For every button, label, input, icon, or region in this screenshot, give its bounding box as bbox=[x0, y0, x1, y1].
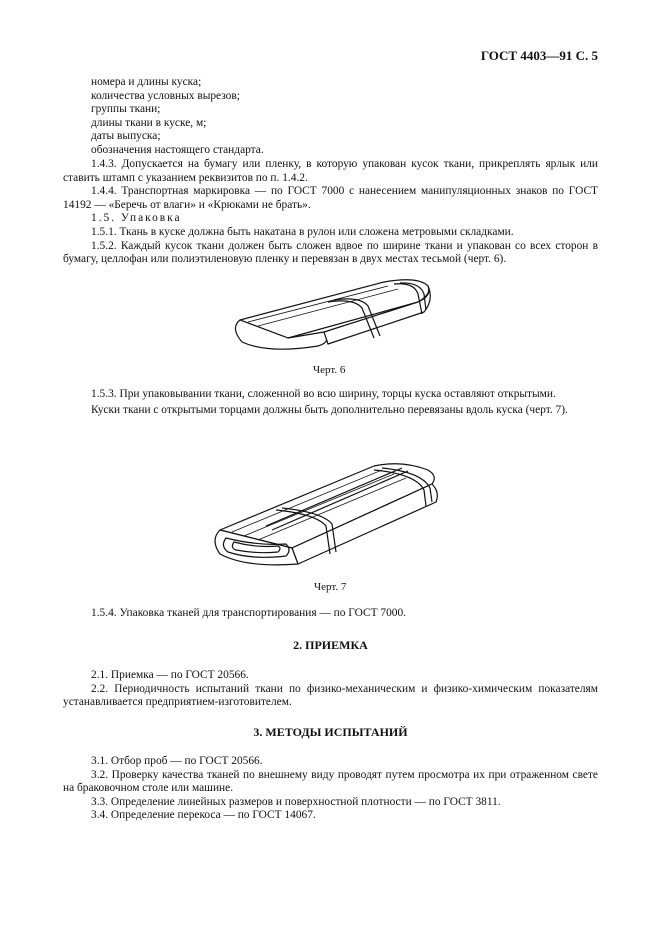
clause-1-4-3: 1.4.3. Допускается на бумагу или пленку, в которую упакован кусок ткани, прикреплять ярлык или ставить штамп с указанием реквизитов по п. 1.4.2. bbox=[63, 158, 598, 184]
figure-7-open-ended-fabric-piece bbox=[206, 460, 452, 572]
section-2-body bbox=[63, 669, 598, 710]
figure-6-wrapped-fabric-piece bbox=[228, 272, 434, 354]
clause-1-5-3-block bbox=[63, 388, 598, 417]
clause-1-5-1: 1.5.1. Ткань в куске должна быть накатана в рулон или сложена метровыми складками. bbox=[91, 225, 514, 238]
section-2-heading: 2. ПРИЕМКА bbox=[293, 638, 368, 652]
clause-1-5-4: 1.5.4. Упаковка тканей для транспортирования — по ГОСТ 7000. bbox=[91, 607, 406, 619]
clause-3-1: 3.1. Отбор проб — по ГОСТ 20566. bbox=[91, 755, 263, 767]
section-3-body bbox=[63, 755, 598, 823]
clause-1-5-heading: 1.5. Упаковка bbox=[91, 212, 182, 225]
clause-2-1: 2.1. Приемка — по ГОСТ 20566. bbox=[91, 669, 249, 681]
page-header: ГОСТ 4403—91 С. 5 bbox=[480, 48, 598, 63]
list-item: длины ткани в куске, м; bbox=[91, 116, 207, 129]
clause-1-5-3: 1.5.3. При упаковывании ткани, сложенной во всю ширину, торцы куска оставляют открытыми. bbox=[91, 388, 556, 400]
clause-3-3: 3.3. Определение линейных размеров и поверхностной плотности — по ГОСТ 3811. bbox=[91, 795, 501, 808]
clause-2-2: 2.2. Периодичность испытаний ткани по физико-механическим и физико-химическим показателям устанавливается предприятием-изготовителем. bbox=[63, 682, 598, 709]
figure-6-caption: Черт. 6 bbox=[313, 364, 346, 376]
clause-3-4: 3.4. Определение перекоса — по ГОСТ 14067. bbox=[91, 809, 316, 822]
clause-1-5-2: 1.5.2. Каждый кусок ткани должен быть сложен вдвое по ширине ткани и упакован со всех сторон в бумагу, целлофан или полиэтиленовую пленку и перевязан в двух местах тесьмой (черт. 6). bbox=[63, 239, 598, 266]
section-3-heading: 3. МЕТОДЫ ИСПЫТАНИЙ bbox=[253, 725, 408, 739]
requisites-list bbox=[63, 76, 598, 158]
list-item: группы ткани; bbox=[91, 103, 161, 116]
figure-7-caption: Черт. 7 bbox=[314, 581, 347, 593]
list-item: даты выпуска; bbox=[91, 130, 161, 143]
clause-1-5-3-continued: Куски ткани с открытыми торцами должны быть дополнительно перевязаны вдоль куска (черт. 7). bbox=[91, 403, 568, 416]
list-item: номера и длины куска; bbox=[91, 76, 202, 88]
clauses-1-4 bbox=[63, 158, 598, 267]
clause-1-5-4-block bbox=[63, 607, 598, 621]
clause-3-2: 3.2. Проверку качества тканей по внешнему виду проводят путем просмотра их при отраженном свете на браковочном столе или машине. bbox=[63, 768, 598, 795]
list-item: количества условных вырезов; bbox=[91, 89, 240, 102]
list-item: обозначения настоящего стандарта. bbox=[91, 143, 264, 156]
clause-1-4-4: 1.4.4. Транспортная маркировка — по ГОСТ 7000 с нанесением манипуляционных знаков по ГОСТ 14192 — «Беречь от влаги» и «Крюками не брать». bbox=[63, 185, 598, 211]
